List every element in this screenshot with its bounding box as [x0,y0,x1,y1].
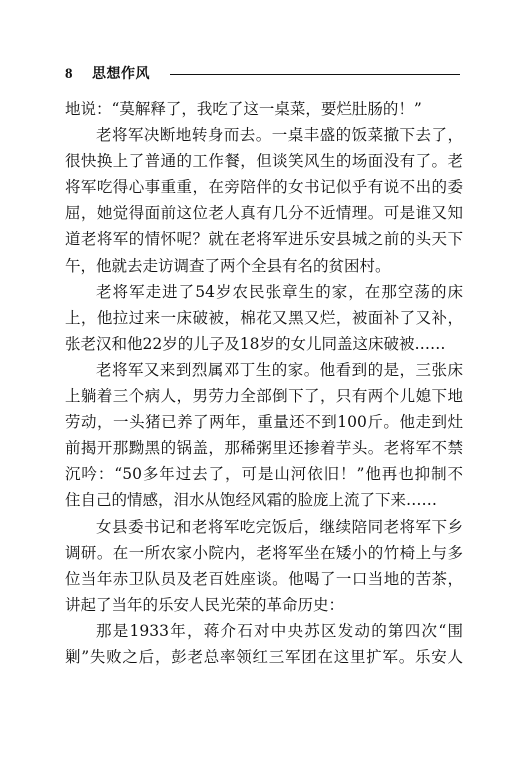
text-line: 劳动，一头猪已养了两年，重量还不到100斤。他走到灶 [65,413,463,432]
header-rule [170,74,460,75]
running-header [65,64,460,86]
text-line: 那是1933年，蒋介石对中央苏区发动的第四次“围 [96,621,463,640]
body-text [65,96,463,670]
text-line: 午，他就去走访调查了两个全县有名的贫困村。 [65,256,391,275]
text-line: 位当年赤卫队员及老百姓座谈。他喝了一口当地的苦茶， [65,569,463,588]
page-number: 8 [65,66,73,82]
text-line: 剿”失败之后，彭老总率领红三军团在这里扩军。乐安人 [65,647,463,666]
text-line: 老将军走进了54岁农民张章生的家，在那空荡的床 [96,282,463,301]
text-line: 道老将军的情怀呢？就在老将军进乐安县城之前的头天下 [65,230,463,249]
section-title: 思想作风 [92,66,150,82]
text-line: 很快换上了普通的工作餐，但谈笑风生的场面没有了。老 [65,152,463,171]
text-line: 将军吃得心事重重，在旁陪伴的女书记似乎有说不出的委 [65,178,463,197]
text-line: 老将军决断地转身而去。一桌丰盛的饭菜撤下去了， [96,126,463,145]
text-line: 前揭开那黝黑的锅盖，那稀粥里还掺着芋头。老将军不禁 [65,439,463,458]
text-line: 沉吟：“50多年过去了，可是山河依旧！”他再也抑制不 [65,465,463,484]
text-line: 地说：“莫解释了，我吃了这一桌菜，要烂肚肠的！” [65,100,422,118]
text-line: 上，他拉过来一床破被，棉花又黑又烂，被面补了又补， [65,308,463,327]
text-line: 讲起了当年的乐安人民光荣的革命历史： [65,595,345,614]
text-line: 住自己的情感，泪水从饱经风霜的脸庞上流了下来…… [65,491,438,510]
text-line: 女县委书记和老将军吃完饭后，继续陪同老将军下乡 [96,517,463,536]
text-line: 张老汉和他22岁的儿子及18岁的女儿同盖这床破被…… [65,334,446,353]
text-line: 老将军又来到烈属邓丁生的家。他看到的是，三张床 [96,360,463,379]
text-line: 上躺着三个病人，男劳力全部倒下了，只有两个儿媳下地 [65,387,463,406]
text-line: 调研。在一所农家小院内，老将军坐在矮小的竹椅上与多 [65,543,463,562]
text-line: 屈，她觉得面前这位老人真有几分不近情理。可是谁又知 [65,204,463,223]
